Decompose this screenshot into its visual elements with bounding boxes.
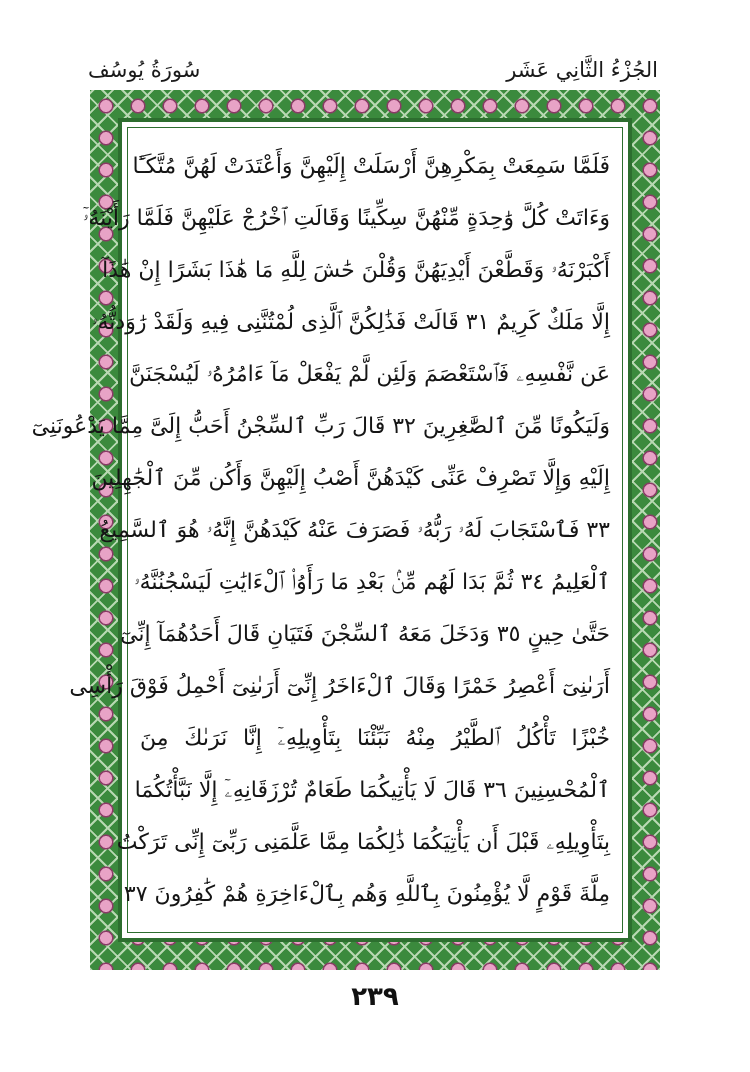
verse-line: ٣٣ فَٱسْتَجَابَ لَهُۥ رَبُّهُۥ فَصَرَفَ عَنْهُ كَيْدَهُنَّ إِنَّهُۥ هُوَ ٱلسَّمِيعُ — [99, 518, 610, 543]
verse-text-area — [31, 144, 610, 916]
verse-line: وَءَاتَتْ كُلَّ وَٰحِدَةٍ مِّنْهُنَّ سِكِّينًا وَقَالَتِ ٱخْرُجْ عَلَيْهِنَّ فَلَمَّا رَأَيْنَهُۥٓ — [82, 206, 610, 231]
verse-line: فَلَمَّا سَمِعَتْ بِمَكْرِهِنَّ أَرْسَلَتْ إِلَيْهِنَّ وَأَعْتَدَتْ لَهُنَّ مُتَّكَـًٔا — [132, 154, 610, 179]
verse-line: ٱلْمُحْسِنِينَ ٣٦ قَالَ لَا يَأْتِيكُمَا طَعَامٌ تُرْزَقَانِهِۦٓ إِلَّا نَبَّأْتُكُمَا — [134, 778, 610, 803]
verse-line: ٱلْعَلِيمُ ٣٤ ثُمَّ بَدَا لَهُم مِّنۢ بَعْدِ مَا رَأَوُا۟ ٱلْءَايَٰتِ لَيَسْجُنُنَّهُۥ — [134, 570, 610, 595]
juz-name: الجُزْءُ الثَّانِي عَشَر — [506, 58, 658, 82]
verse-line: عَن نَّفْسِهِۦ فَٱسْتَعْصَمَ وَلَئِن لَّمْ يَفْعَلْ مَآ ءَامُرُهُۥ لَيُسْجَنَنَّ — [129, 362, 610, 387]
verse-line: مِلَّةَ قَوْمٍ لَّا يُؤْمِنُونَ بِٱللَّهِ وَهُم بِٱلْءَاخِرَةِ هُمْ كَٰفِرُونَ ٣٧ — [123, 882, 610, 907]
verse-line: حَتَّىٰ حِينٍ ٣٥ وَدَخَلَ مَعَهُ ٱلسِّجْنَ فَتَيَانِ قَالَ أَحَدُهُمَآ إِنِّىٓ — [120, 622, 610, 647]
surah-name: سُورَةُ يُوسُف — [88, 58, 201, 82]
verse-line: إِلَّا مَلَكٌ كَرِيمٌ ٣١ قَالَتْ فَذَٰلِكُنَّ ٱلَّذِى لُمْتُنَّنِى فِيهِ وَلَقَدْ رَٰوَدتُّهُۥ — [91, 310, 610, 335]
verse-line: خُبْزًا تَأْكُلُ ٱلطَّيْرُ مِنْهُ نَبِّئْنَا بِتَأْوِيلِهِۦٓ إِنَّا نَرَىٰكَ مِنَ — [140, 726, 610, 751]
page-number: ٢٣٩ — [351, 982, 399, 1012]
verse-line: أَرَىٰنِىٓ أَعْصِرُ خَمْرًا وَقَالَ ٱلْءَاخَرُ إِنِّىٓ أَرَىٰنِىٓ أَحْمِلُ فَوْقَ رَأْسِى — [69, 674, 610, 699]
verse-line: وَلَيَكُونًا مِّنَ ٱلصَّٰغِرِينَ ٣٢ قَالَ رَبِّ ٱلسِّجْنُ أَحَبُّ إِلَىَّ مِمَّا يَدْعُونَنِىٓ — [31, 414, 610, 439]
ornamental-frame — [31, 90, 660, 970]
verse-line: إِلَيْهِ وَإِلَّا تَصْرِفْ عَنِّى كَيْدَهُنَّ أَصْبُ إِلَيْهِنَّ وَأَكُن مِّنَ ٱلْجَٰهِلِينَ — [91, 466, 610, 491]
verse-line: بِتَأْوِيلِهِۦ قَبْلَ أَن يَأْتِيَكُمَا ذَٰلِكُمَا مِمَّا عَلَّمَنِى رَبِّىٓ إِنِّى تَرَكْتُ — [116, 830, 610, 855]
verse-line: أَكْبَرْنَهُۥ وَقَطَّعْنَ أَيْدِيَهُنَّ وَقُلْنَ حَٰشَ لِلَّهِ مَا هَٰذَا بَشَرًا إِنْ هَٰذَآ — [102, 258, 610, 283]
